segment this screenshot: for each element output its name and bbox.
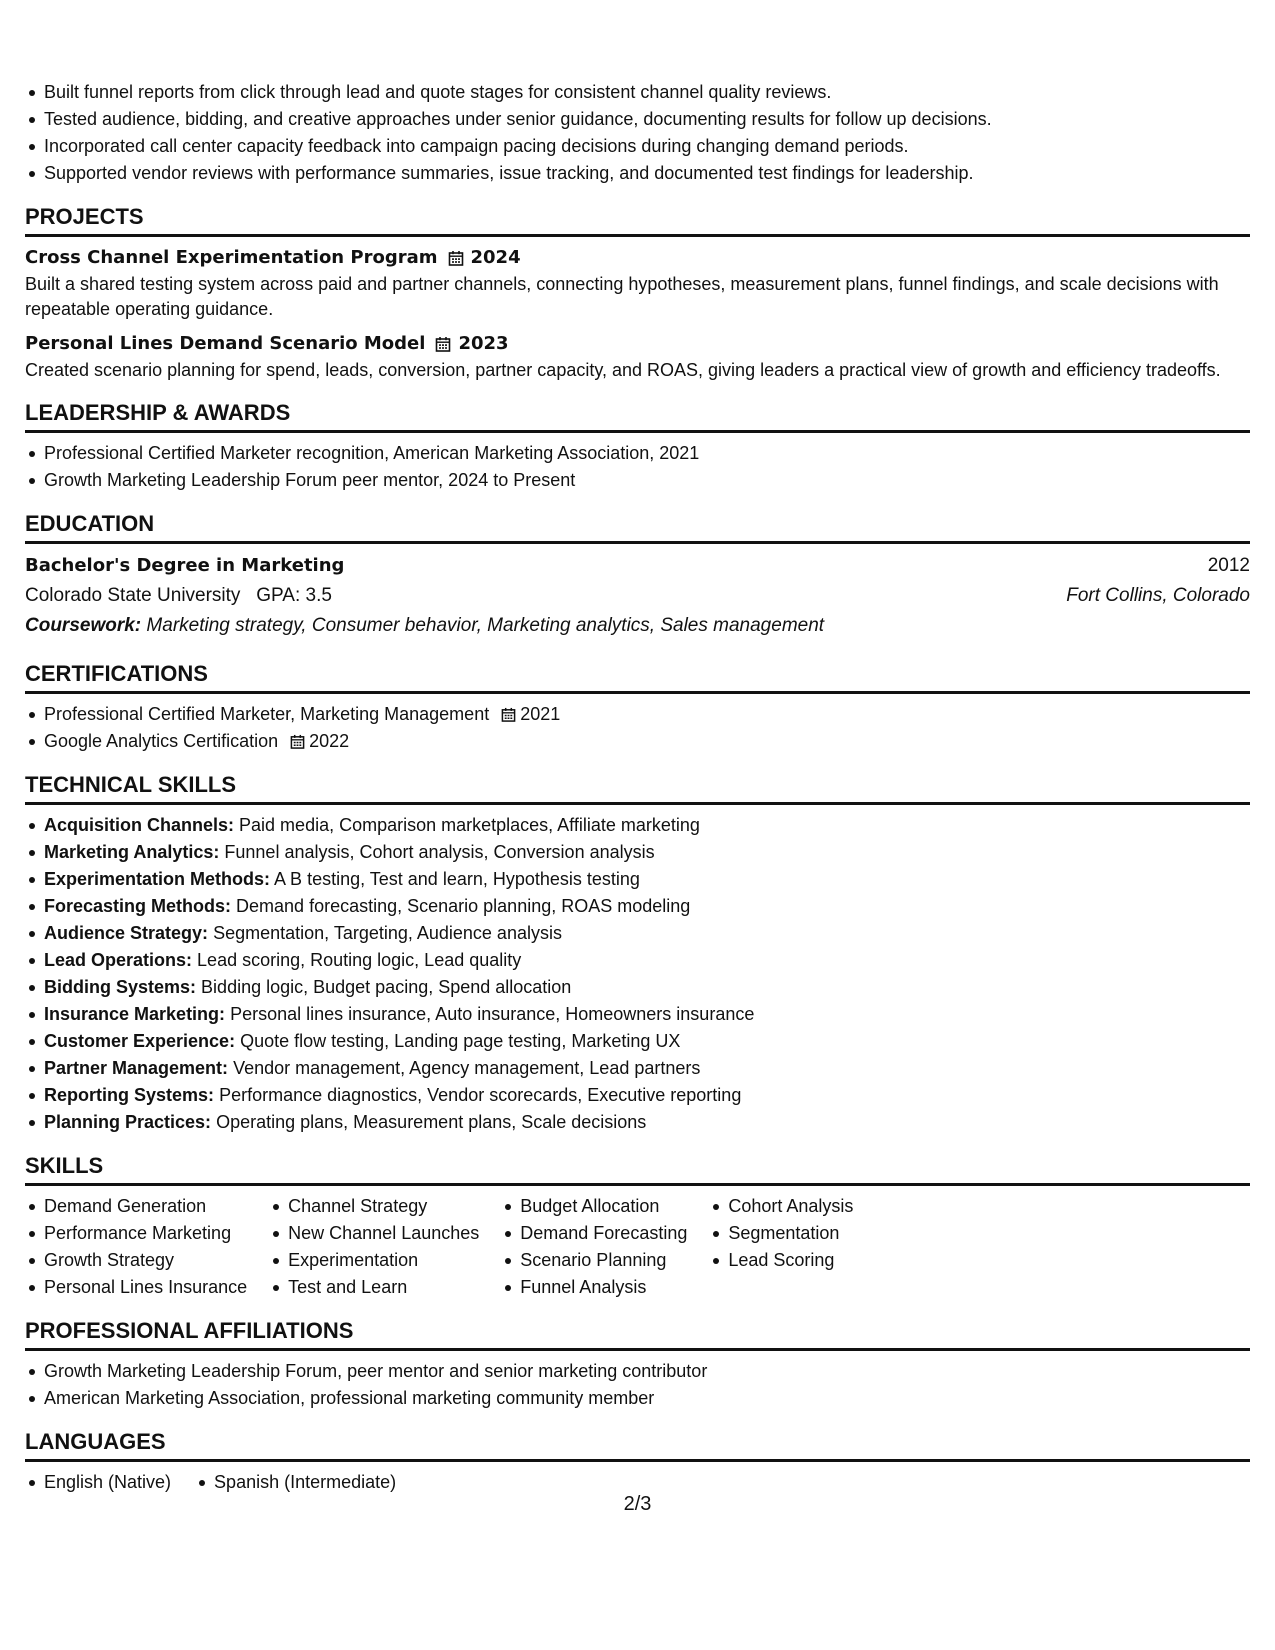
list-item: Spanish (Intermediate): [195, 1469, 396, 1496]
skill-category: Insurance Marketing:: [44, 1004, 226, 1024]
list-item: [25, 1082, 1250, 1109]
list-item: [25, 839, 1250, 866]
list-item: [25, 920, 1250, 947]
project-entry: [25, 330, 1250, 383]
certification-year: 2021: [520, 704, 561, 724]
education-entry: [25, 551, 1250, 641]
list-item: [25, 866, 1250, 893]
list-item: Scenario Planning: [501, 1247, 687, 1274]
project-name: Cross Channel Experimentation Program: [25, 247, 438, 268]
list-item: [25, 812, 1250, 839]
list-item: Budget Allocation: [501, 1193, 687, 1220]
skill-values: Funnel analysis, Cohort analysis, Conversion analysis: [224, 842, 655, 862]
project-year: 2023: [458, 333, 509, 354]
list-item: [25, 1055, 1250, 1082]
list-item: Incorporated call center capacity feedback into campaign pacing decisions during changing demand periods.: [25, 133, 1250, 160]
certification-name: Professional Certified Marketer, Marketing Management: [44, 704, 490, 724]
skills-column: [269, 1193, 479, 1301]
section-title-education: EDUCATION: [25, 511, 1250, 544]
section-title-technical-skills: TECHNICAL SKILLS: [25, 772, 1250, 805]
skill-category: Acquisition Channels:: [44, 815, 235, 835]
technical-skills-list: [25, 812, 1250, 1136]
list-item: American Marketing Association, professional marketing community member: [25, 1385, 1250, 1412]
list-item: English (Native): [25, 1469, 171, 1496]
skill-values: Operating plans, Measurement plans, Scale decisions: [216, 1112, 647, 1132]
page-number: 2/3: [623, 1493, 652, 1515]
calendar-icon: [501, 707, 516, 722]
skill-category: Experimentation Methods:: [44, 869, 271, 889]
list-item: [25, 1109, 1250, 1136]
list-item: Funnel Analysis: [501, 1274, 687, 1301]
experience-bullets: [25, 79, 1250, 187]
list-item: Demand Forecasting: [501, 1220, 687, 1247]
project-description: Built a shared testing system across paid and partner channels, connecting hypotheses, measurement plans, funnel findings, and scale decisions with repeatable operating guidance.: [25, 274, 1219, 319]
skill-values: Paid media, Comparison marketplaces, Affiliate marketing: [239, 815, 700, 835]
section-title-certifications: CERTIFICATIONS: [25, 661, 1250, 694]
skill-category: Marketing Analytics:: [44, 842, 220, 862]
certifications-list: [25, 701, 1250, 755]
list-item: Supported vendor reviews with performance summaries, issue tracking, and documented test findings for leadership.: [25, 160, 1250, 187]
list-item: Channel Strategy: [269, 1193, 479, 1220]
skills-column: [709, 1193, 853, 1301]
skill-values: Performance diagnostics, Vendor scorecards, Executive reporting: [219, 1085, 742, 1105]
calendar-icon: [290, 734, 305, 749]
section-title-leadership: LEADERSHIP & AWARDS: [25, 400, 1250, 433]
list-item: [25, 1001, 1250, 1028]
list-item: Experimentation: [269, 1247, 479, 1274]
skill-values: Demand forecasting, Scenario planning, ROAS modeling: [236, 896, 691, 916]
skill-category: Bidding Systems:: [44, 977, 197, 997]
school-gpa: Colorado State University GPA: 3.5: [25, 585, 332, 606]
skill-category: Lead Operations:: [44, 950, 193, 970]
skill-values: Bidding logic, Budget pacing, Spend allocation: [201, 977, 572, 997]
list-item: [25, 701, 1250, 728]
list-item: Personal Lines Insurance: [25, 1274, 247, 1301]
skills-column: [25, 1193, 247, 1301]
project-year: 2024: [470, 247, 521, 268]
languages-list: [25, 1469, 1250, 1496]
skill-category: Planning Practices:: [44, 1112, 212, 1132]
list-item: [25, 893, 1250, 920]
degree: Bachelor's Degree in Marketing: [25, 555, 345, 576]
list-item: Lead Scoring: [709, 1247, 853, 1274]
section-title-skills: SKILLS: [25, 1153, 1250, 1186]
list-item: [25, 1028, 1250, 1055]
project-name: Personal Lines Demand Scenario Model: [25, 333, 426, 354]
list-item: New Channel Launches: [269, 1220, 479, 1247]
affiliations-list: [25, 1358, 1250, 1412]
coursework-label: Coursework:: [25, 615, 142, 636]
list-item: Segmentation: [709, 1220, 853, 1247]
list-item: Built funnel reports from click through lead and quote stages for consistent channel quality reviews.: [25, 79, 1250, 106]
skill-values: Personal lines insurance, Auto insurance, Homeowners insurance: [230, 1004, 755, 1024]
list-item: Professional Certified Marketer recognition, American Marketing Association, 2021: [25, 440, 1250, 467]
skill-category: Forecasting Methods:: [44, 896, 232, 916]
list-item: Growth Marketing Leadership Forum, peer mentor and senior marketing contributor: [25, 1358, 1250, 1385]
skill-values: Lead scoring, Routing logic, Lead quality: [197, 950, 522, 970]
list-item: [25, 728, 1250, 755]
calendar-icon: [435, 336, 451, 352]
skill-category: Customer Experience:: [44, 1031, 236, 1051]
school-location: Fort Collins, Colorado: [1066, 585, 1250, 606]
list-item: Performance Marketing: [25, 1220, 247, 1247]
certification-year: 2022: [309, 731, 350, 751]
project-description: Created scenario planning for spend, leads, conversion, partner capacity, and ROAS, giving leaders a practical view of growth and efficiency tradeoffs.: [25, 360, 1221, 380]
skill-values: Segmentation, Targeting, Audience analysis: [213, 923, 562, 943]
calendar-icon: [448, 250, 464, 266]
leadership-list: [25, 440, 1250, 494]
certification-name: Google Analytics Certification: [44, 731, 279, 751]
section-title-languages: LANGUAGES: [25, 1429, 1250, 1462]
list-item: Test and Learn: [269, 1274, 479, 1301]
list-item: Growth Marketing Leadership Forum peer mentor, 2024 to Present: [25, 467, 1250, 494]
list-item: Demand Generation: [25, 1193, 247, 1220]
skills-column: [501, 1193, 687, 1301]
skill-category: Audience Strategy:: [44, 923, 209, 943]
list-item: Cohort Analysis: [709, 1193, 853, 1220]
coursework: Marketing strategy, Consumer behavior, Marketing analytics, Sales management: [146, 615, 825, 636]
skill-category: Reporting Systems:: [44, 1085, 215, 1105]
list-item: Growth Strategy: [25, 1247, 247, 1274]
skill-category: Partner Management:: [44, 1058, 229, 1078]
list-item: Tested audience, bidding, and creative approaches under senior guidance, documenting results for follow up decisions.: [25, 106, 1250, 133]
skill-values: Vendor management, Agency management, Lead partners: [233, 1058, 701, 1078]
section-title-affiliations: PROFESSIONAL AFFILIATIONS: [25, 1318, 1250, 1351]
skill-values: A B testing, Test and learn, Hypothesis testing: [274, 869, 640, 889]
list-item: [25, 947, 1250, 974]
list-item: [25, 974, 1250, 1001]
section-title-projects: PROJECTS: [25, 204, 1250, 237]
project-entry: [25, 244, 1250, 322]
skill-values: Quote flow testing, Landing page testing, Marketing UX: [240, 1031, 681, 1051]
skills-grid: [25, 1193, 1250, 1301]
graduation-year: 2012: [1207, 555, 1250, 576]
